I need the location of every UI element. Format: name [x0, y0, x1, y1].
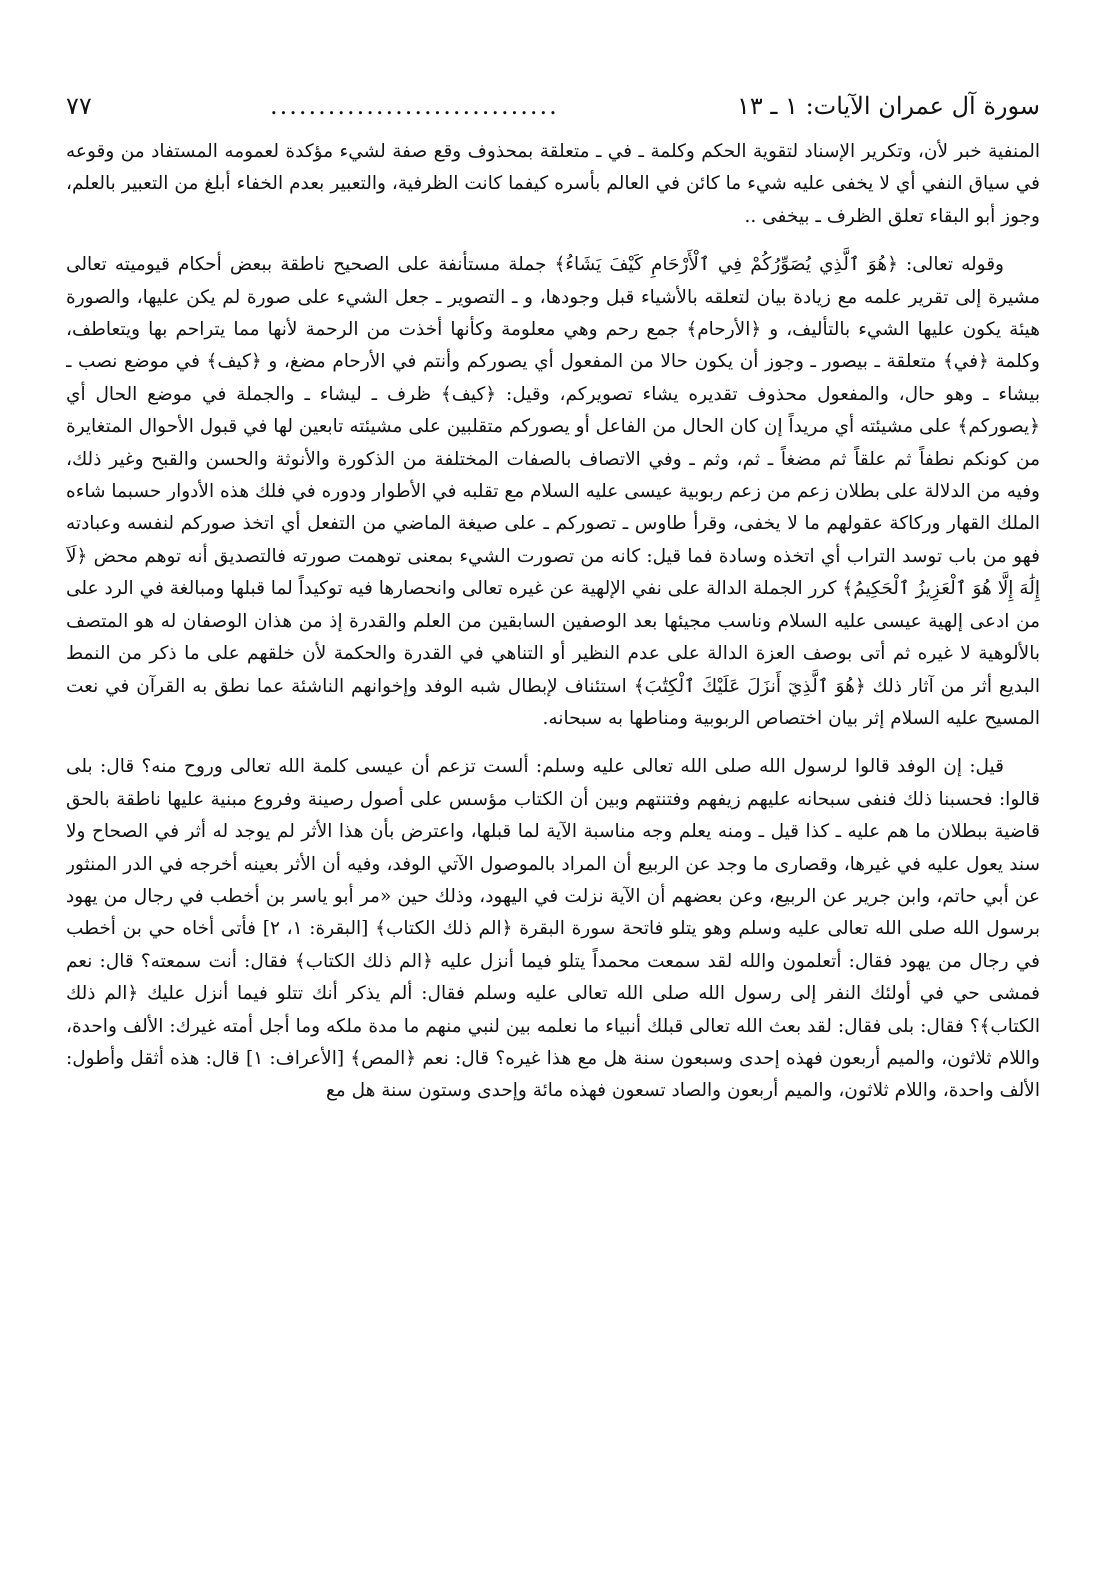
- running-header: [66, 86, 1040, 126]
- paragraph-verse-commentary: وقوله تعالى: ﴿هُوَ ٱلَّذِي يُصَوِّرُكُمْ فِي ٱلْأَرْحَامِ كَيْفَ يَشَاءُ﴾ جملة مستأنفة على الصحيح ناطقة ببعض أحكام قيوميته تعالى مشيرة إلى تقرير علمه مع زيادة بيان لتعلقه بالأشياء قبل وجودها، و ـ التصوير ـ جعل الشيء على صورة لم يكن عليها، والصورة هيئة يكون عليها الشيء بالتأليف، و ﴿الأرحام﴾ جمع رحم وهي معلومة وكأنها أخذت من الرحمة لأنها مما يتراحم بها ويتعاطف، وكلمة ﴿في﴾ متعلقة ـ بيصور ـ وجوز أن يكون حالا من المفعول أي يصوركم وأنتم في الأرحام مضغ، و ﴿كيف﴾ في موضع نصب ـ بيشاء ـ وهو حال، والمفعول محذوف تقديره يشاء تصويركم، وقيل: ﴿كيف﴾ ظرف ـ ليشاء ـ والجملة في موضع الحال أي ﴿يصوركم﴾ على مشيئته أي مريداً إن كان الحال من الفاعل أو يصوركم متقلبين على مشيئته تابعين لها في قبول الأحوال المتغايرة من كونكم نطفاً ثم علقاً ثم مضغاً ـ ثم، وثم ـ وفي الاتصاف بالصفات المختلفة من الذكورة والأنوثة والحسن والقبح وغير ذلك، وفيه من الدلالة على بطلان زعم من زعم ربوبية عيسى عليه السلام مع تقلبه في الأطوار ودوره في فلك هذه الأدوار حسبما شاءه الملك القهار وركاكة عقولهم ما لا يخفى، وقرأ طاوس ـ تصوركم ـ على صيغة الماضي من التفعل أي اتخذ صوركم لنفسه وعبادته فهو من باب توسد التراب أي اتخذه وسادة فما قيل: كانه من تصورت الشيء بمعنى توهمت صورته فالتصديق أنه توهم محض ﴿لَآ إِلَٰهَ إِلَّا هُوَ ٱلْعَزِيزُ ٱلْحَكِيمُ﴾ كرر الجملة الدالة على نفي الإلهية عن غيره تعالى وانحصارها فيه توكيداً لما قبلها ومبالغة في الرد على من ادعى إلهية عيسى عليه السلام وناسب مجيئها بعد الوصفين السابقين من العلم والقدرة إذ من هذان الوصفان له هو المتصف بالألوهية لا غيره ثم أتى بوصف العزة الدالة على عدم النظير أو التناهي في القدرة والحكمة لأن خلقهم على ما ذكر من النمط البديع أثر من آثار ذلك ﴿هُوَ ٱلَّذِيٓ أَنزَلَ عَلَيْكَ ٱلْكِتَٰبَ﴾ استئناف لإبطال شبه الوفد وإخوانهم الناشئة عما نطق به القرآن في نعت المسيح عليه السلام إثر بيان اختصاص الربوبية ومناطها به سبحانه.: [66, 254, 1040, 729]
- surah-title: سورة آل عمران الآيات: ١ ـ ١٣: [736, 92, 1040, 120]
- page-body: [66, 136, 1040, 1108]
- paragraph-narration: قيل: إن الوفد قالوا لرسول الله صلى الله تعالى عليه وسلم: ألست تزعم أن عيسى كلمة الله تعالى وروح منه؟ قال: بلى قالوا: فحسبنا ذلك فنفى سبحانه عليهم زيفهم وفتنتهم وبين أن الكتاب مؤسس على أصول رصينة وفروع مبنية عليها ناطقة بالحق قاضية ببطلان ما هم عليه ـ كذا قيل ـ ومنه يعلم وجه مناسبة الآية لما قبلها، واعترض بأن هذا الأثر لم يوجد له أثر في الصحاح ولا سند يعول عليه في غيرها، وقصارى ما وجد عن الربيع أن المراد بالموصول الآتي الوفد، وفيه أن الأثر بعينه أخرجه في الدر المنثور عن أبي حاتم، وابن جرير عن الربيع، وعن بعضهم أن الآية نزلت في اليهود، وذلك حين «مر أبو ياسر بن أخطب في رجال من يهود برسول الله صلى الله تعالى عليه وسلم وهو يتلو فاتحة سورة البقرة ﴿الم ذلك الكتاب﴾ [البقرة: ١، ٢] فأتى أخاه حي بن أخطب في رجال من يهود فقال: أتعلمون والله لقد سمعت محمداً يتلو فيما أنزل عليه ﴿الم ذلك الكتاب﴾ فقال: أنت سمعته؟ قال: نعم فمشى حي في أولئك النفر إلى رسول الله صلى الله تعالى عليه وسلم فقال: ألم يذكر أنك تتلو فيما أنزل عليك ﴿الم ذلك الكتاب﴾؟ فقال: بلى فقال: لقد بعث الله تعالى قبلك أنبياء ما نعلمه بين لنبي منهم ما مدة ملكه وما أجل أمته غيرك: الألف واحدة، واللام ثلاثون، والميم أربعون فهذه إحدى وسبعون سنة هل مع هذا غيره؟ قال: نعم ﴿المص﴾ [الأعراف: ١] قال: هذه أثقل وأطول: الألف واحدة، واللام ثلاثون، والميم أربعون والصاد تسعون فهذه مائة وإحدى وستون سنة هل مع: [66, 756, 1040, 1102]
- page-number: ٧٧: [66, 92, 92, 120]
- book-page: [66, 86, 1040, 1566]
- header-dot-leader: ..............................: [269, 92, 559, 120]
- paragraph-continuation: المنفية خبر لأن، وتكرير الإسناد لتقوية الحكم وكلمة ـ في ـ متعلقة بمحذوف وقع صفة لشيء مؤكدة لعمومه المستفاد من وقوعه في سياق النفي أي لا يخفى عليه شيء ما كائن في العالم بأسره كيفما كانت الظرفية، والتعبير بعدم الخفاء أبلغ من التعبير بالعلم، وجوز أبو البقاء تعلق الظرف ـ بيخفى ..: [66, 141, 1040, 227]
